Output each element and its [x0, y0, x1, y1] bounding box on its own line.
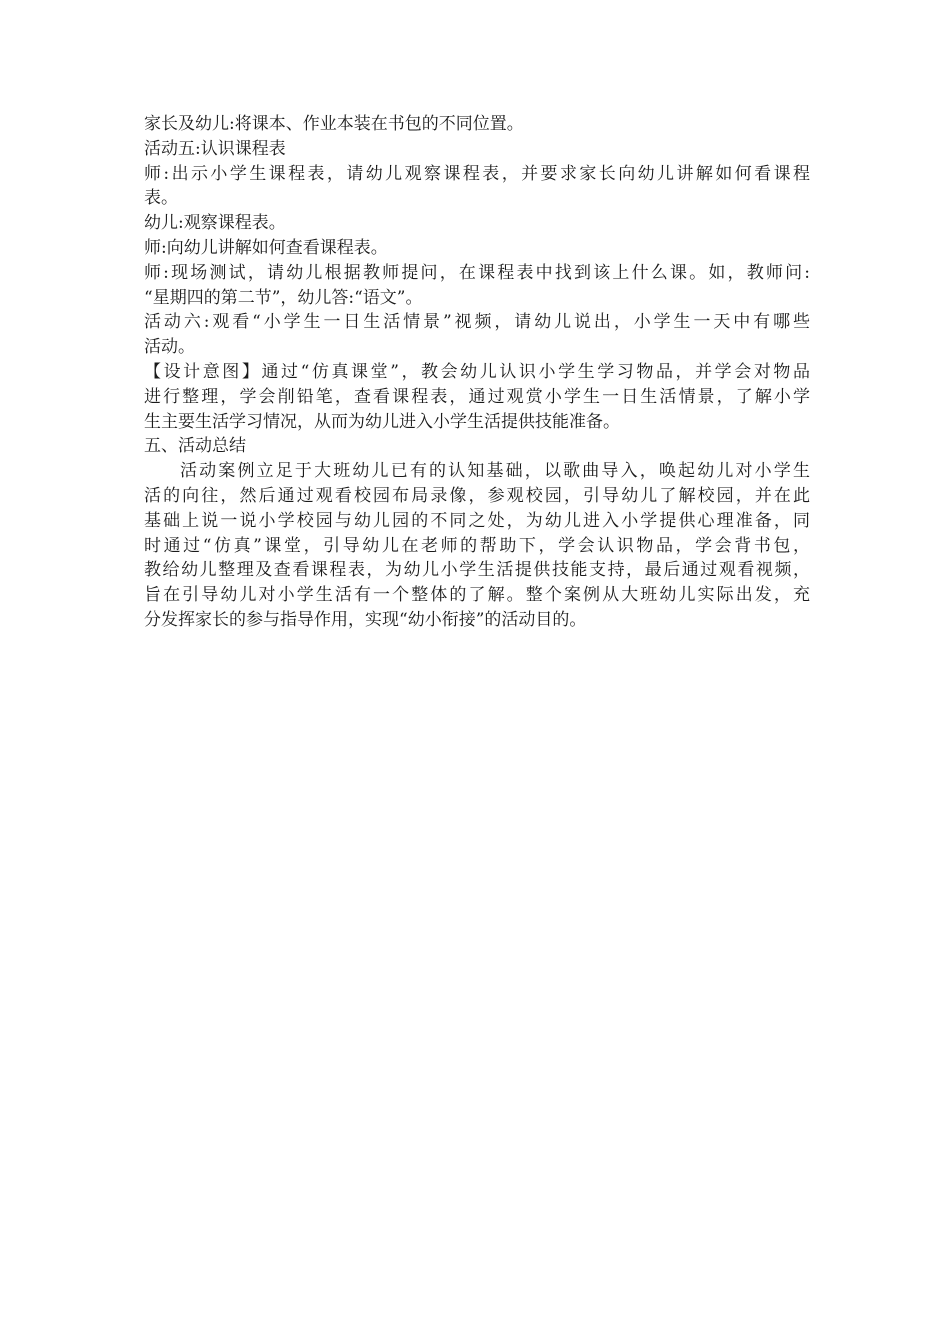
- text-line: 师:出示小学生课程表，请幼儿观察课程表，并要求家长向幼儿讲解如何看课程: [144, 163, 810, 184]
- text-line: 五、活动总结: [144, 436, 246, 457]
- text-line: 教给幼儿整理及查看课程表，为幼儿小学生活提供技能支持，最后通过观看视频，: [144, 560, 810, 581]
- document-body: [144, 112, 810, 633]
- text-line: 表。: [144, 188, 178, 209]
- text-line: 分发挥家长的参与指导作用，实现“幼小衔接”的活动目的。: [144, 609, 587, 630]
- text-line: 基础上说一说小学校园与幼儿园的不同之处，为幼儿进入小学提供心理准备，同: [144, 510, 810, 531]
- text-line: 活动。: [144, 337, 195, 358]
- text-line: 活动六:观看“小学生一日生活情景”视频，请幼儿说出，小学生一天中有哪些: [144, 312, 810, 333]
- text-line: 时通过“仿真”课堂，引导幼儿在老师的帮助下，学会认识物品，学会背书包，: [144, 535, 810, 556]
- text-line: 生主要生活学习情况，从而为幼儿进入小学生活提供技能准备。: [144, 411, 620, 432]
- text-line: 旨在引导幼儿对小学生活有一个整体的了解。整个案例从大班幼儿实际出发，充: [144, 585, 810, 606]
- text-line: 师:现场测试，请幼儿根据教师提问，在课程表中找到该上什么课。如，教师问:: [144, 262, 810, 283]
- text-line: 【设计意图】通过“仿真课堂”，教会幼儿认识小学生学习物品，并学会对物品: [144, 361, 810, 382]
- text-line: 进行整理，学会削铅笔，查看课程表，通过观赏小学生一日生活情景，了解小学: [144, 386, 810, 407]
- text-line: 活的向往，然后通过观看校园布局录像，参观校园，引导幼儿了解校园，并在此: [144, 485, 810, 506]
- text-line: 师:向幼儿讲解如何查看课程表。: [144, 237, 388, 258]
- text-line: “星期四的第二节”，幼儿答:“语文”。: [144, 287, 423, 308]
- text-line: 幼儿:观察课程表。: [144, 213, 286, 234]
- text-line: 家长及幼儿:将课本、作业本装在书包的不同位置。: [144, 114, 524, 134]
- text-line: 活动案例立足于大班幼儿已有的认知基础，以歌曲导入，唤起幼儿对小学生: [180, 461, 810, 482]
- text-line: 活动五:认识课程表: [144, 138, 286, 159]
